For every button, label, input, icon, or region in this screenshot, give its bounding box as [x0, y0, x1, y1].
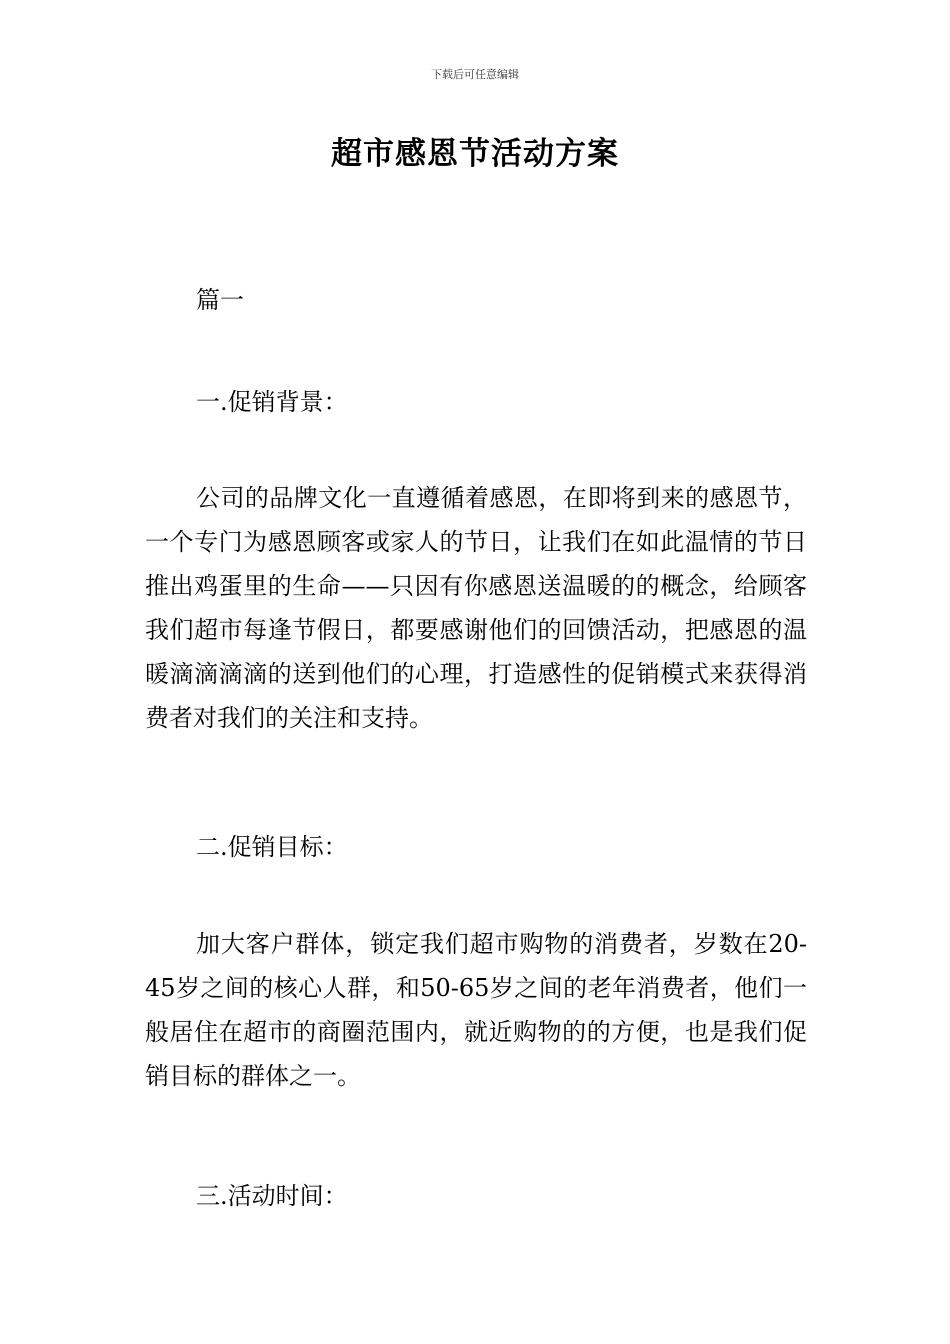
header-note: 下载后可任意编辑 [431, 68, 519, 81]
section-paragraph-goal: 加大客户群体，锁定我们超市购物的消费者，岁数在20-45岁之间的核心人群，和50-65岁之间的老年消费者，他们一般居住在超市的商圈范围内，就近购物的的方便，也是我们促销目标的群体之一。 [145, 930, 807, 1090]
section-heading-time: 三.活动时间： [196, 1182, 348, 1210]
section-paragraph-background: 公司的品牌文化一直遵循着感恩，在即将到来的感恩节，一个专门为感恩顾客或家人的节日，让我们在如此温情的节日推出鸡蛋里的生命——只因有你感恩送温暖的的概念，给顾客我们超市每逢节假日，都要感谢他们的回馈活动，把感恩的温暖滴滴滴滴的送到他们的心理，打造感性的促销模式来获得消费者对我们的关注和支持。 [145, 484, 807, 732]
section-heading-goal: 二.促销目标： [196, 833, 348, 861]
section-heading-background: 一.促销背景： [196, 388, 348, 416]
part-label: 篇一 [196, 286, 244, 314]
document-title: 超市感恩节活动方案 [331, 136, 619, 172]
